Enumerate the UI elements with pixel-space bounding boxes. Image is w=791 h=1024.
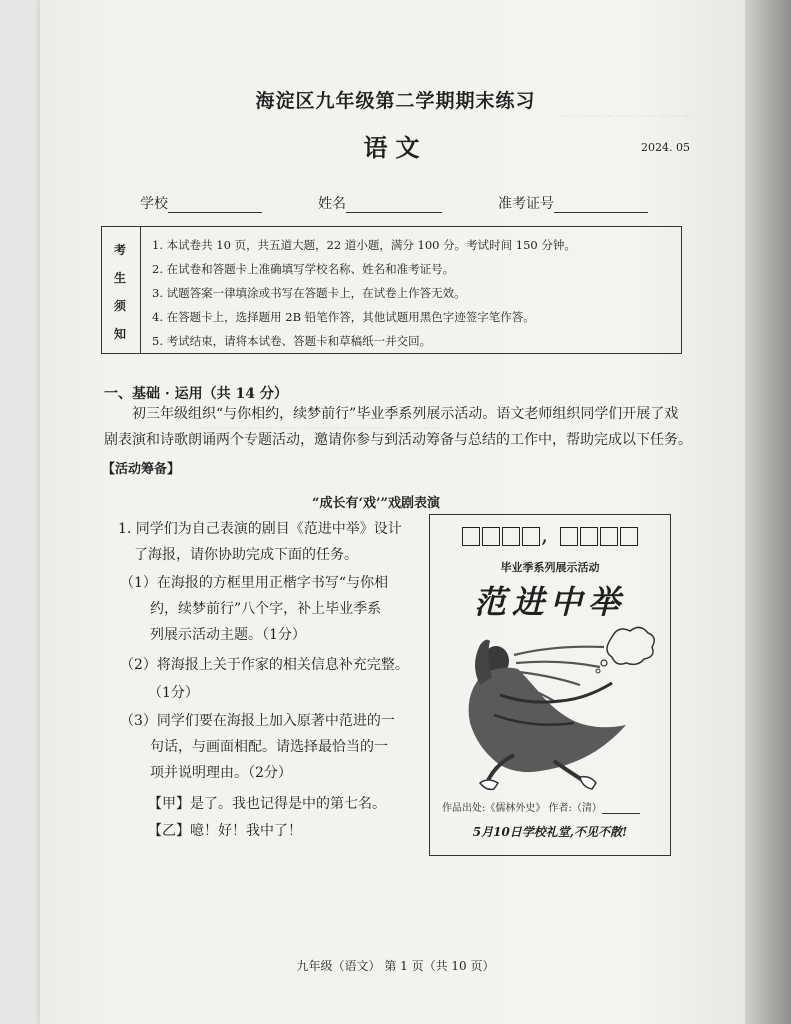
- poster-theme-boxes[interactable]: ,: [430, 523, 670, 548]
- notice-list: [152, 233, 576, 353]
- school-label: 学校: [140, 196, 168, 212]
- notice-item: 5. 考试结束，请将本试卷、答题卡和草稿纸一并交回。: [152, 334, 432, 348]
- poster-event-info: 5月10日学校礼堂,不见不散!: [472, 825, 628, 839]
- fan-jin-illustration: [444, 615, 656, 795]
- option-a: 【甲】是了。我也记得是中的第七名。: [148, 796, 386, 812]
- figure-robe: [469, 668, 626, 772]
- poster-source-info: 作品出处:《儒林外史》 作者:（清）: [442, 799, 640, 814]
- exam-date: 2024. 05: [641, 141, 690, 154]
- school-field[interactable]: [140, 193, 262, 213]
- question-1-sub2-line2: （1分）: [148, 685, 199, 701]
- question-1-sub1-line2: 约，续梦前行”八个字，补上毕业季系: [150, 601, 382, 617]
- bleed-through-text: ～～～～～～～～～～～～: [560, 110, 692, 123]
- question-1-line1: 1. 同学们为自己表演的剧目《范进中举》设计: [118, 521, 402, 537]
- poster-title: 范进中举: [473, 583, 626, 621]
- question-1-sub3-line2: 句话，与画面相配。请选择最恰当的一: [150, 739, 388, 755]
- notice-label: 考 生 须 知: [102, 227, 141, 353]
- section-heading: 一、基础 · 运用（共 14 分）: [104, 386, 288, 402]
- poster-subtitle: 毕业季系列展示活动: [500, 561, 600, 574]
- exam-id-label: 准考证号: [498, 196, 554, 212]
- thought-cloud: [607, 627, 654, 664]
- name-label: 姓名: [318, 196, 346, 212]
- notice-item: 4. 在答题卡上，选择题用 2B 铅笔作答，其他试题用黑色字迹签字笔作答。: [152, 310, 535, 324]
- exam-notice-box: [101, 226, 682, 354]
- notice-item: 1. 本试卷共 10 页，共五道大题，22 道小题，满分 100 分。考试时间 150 分钟。: [152, 238, 576, 252]
- page-footer: 九年级（语文） 第 1 页（共 10 页）: [296, 959, 495, 973]
- exam-id-field[interactable]: [498, 193, 648, 213]
- question-1-sub2-line1: （2）将海报上关于作家的相关信息补充完整。: [120, 657, 409, 673]
- name-field[interactable]: [318, 193, 442, 213]
- option-b: 【乙】噫！好！我中了！: [148, 823, 302, 839]
- author-blank[interactable]: [602, 803, 640, 814]
- subject-title: 语文: [363, 133, 428, 162]
- activity-title: “成长有‘戏’”戏剧表演: [312, 496, 441, 511]
- activity-tag: 【活动筹备】: [102, 462, 181, 477]
- drama-poster: [429, 514, 671, 856]
- exam-title: 海淀区九年级第二学期期末练习: [255, 90, 536, 112]
- notice-item: 2. 在试卷和答题卡上准确填写学校名称、姓名和准考证号。: [152, 262, 455, 276]
- question-1-sub3-line3: 项并说明理由。（2分）: [150, 765, 292, 781]
- question-1-line2: 了海报，请你协助完成下面的任务。: [134, 547, 358, 563]
- bleed-through-text: ～～～～～～～～～～～～～～～～～～～～～～: [200, 422, 442, 435]
- notice-item: 3. 试题答案一律填涂或书写在答题卡上，在试卷上作答无效。: [152, 286, 466, 300]
- question-1-sub3-line1: （3）同学们要在海报上加入原著中范进的一: [120, 713, 395, 729]
- question-1-sub1-line1: （1）在海报的方框里用正楷字书写“与你相: [120, 575, 389, 591]
- section-intro-line1: 初三年级组织“与你相约，续梦前行”毕业季系列展示活动。语文老师组织同学们开展了戏: [132, 406, 679, 422]
- section-intro-line2: 剧表演和诗歌朗诵两个专题活动，邀请你参与到活动筹备与总结的工作中，帮助完成以下任务。: [104, 432, 692, 448]
- question-1-sub1-line3: 列展示活动主题。（1分）: [150, 627, 306, 643]
